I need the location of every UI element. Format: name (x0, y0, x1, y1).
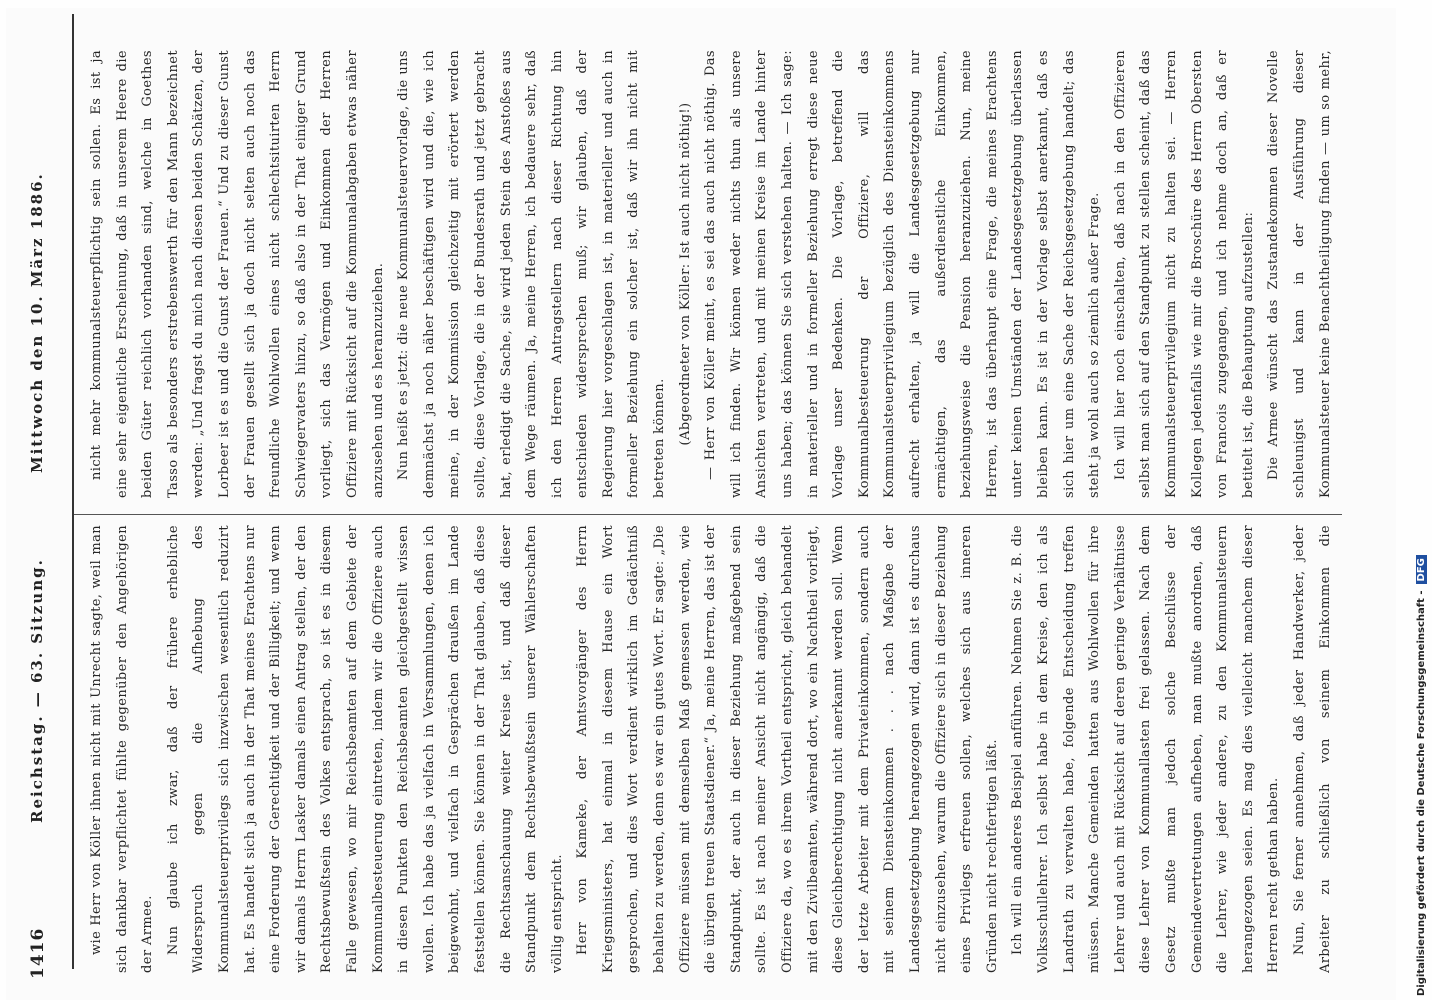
header-rule (72, 14, 74, 969)
column-divider (74, 514, 1342, 515)
paragraph: Nun, Sie ferner annehmen, daß jeder Handwerker, jeder Arbeiter zu schließlich von seinem Einkommen die (1291, 525, 1333, 973)
text-column-right (84, 50, 1339, 498)
text-column-left (84, 525, 1339, 973)
paragraph: Herr von Kameke, der Amtsvorgänger des Herrn Kriegsministers, hat einmal in diesem Hause ein Wort gesprochen, und dies Wort verdient wirklich im Gedächtniß behalten zu werden, denn es war ein gutes Wort. Er sagte: „Die Offiziere müssen mit demselben Maß gemessen werden, wie die übrigen treuen Staatsdiener.“ Ja, meine Herren, das ist der Standpunkt, der auch in dieser Beziehung maßgebend sein sollte. Es ist nach meiner Ansicht nicht angängig, daß die Offiziere da, wo es ihrem Vortheil entspricht, gleich behandelt mit den Zivilbeamten, während dort, wo ein Nachtheil vorliegt, diese Gleichberechtigung nicht anerkannt werden soll. Wenn der letzte Arbeiter mit dem Privateinkommen, sondern auch mit seinem Diensteinkommen . . . nach Maßgabe der Landesgesetzgebung herangezogen wird, dann ist es durchaus nicht einzusehen, warum die Offiziere sich in dieser Beziehung eines Privilegs erfreuen sollen, welches sich aus inneren Gründen nicht rechtfertigen läßt. (575, 525, 1000, 973)
document-page (6, 8, 1396, 1000)
header-session-title: Reichstag. — 63. Sitzung. (28, 558, 46, 823)
paragraph: Ich will hier noch einschalten, daß nach in den Offizieren selbst man sich auf den Standpunkt zu stellen scheint, daß das Kommunalsteuerprivilegium nicht zu halten sei. — Herren Kollegen jedenfalls wie mir die Broschüre des Herrn Obersten von Francois zugegangen, und ich nehme doch an, daß er betitelt ist, die Behauptung aufzustellen: (1112, 50, 1256, 498)
page-number: 1416 (28, 927, 48, 979)
quotation: Die Armee wünscht das Zustandekommen dieser Novelle schleunigst und kann in der Ausführung dieser Kommunalsteuer keine Benachtheiligung finden — um so mehr, (1266, 50, 1333, 498)
dfg-logo-badge: DFG (1416, 555, 1427, 584)
paragraph: Ich will ein anderes Beispiel anführen. Nehmen Sie z. B. die Volksschullehrer. Ich selbst habe in dem Kreise, den ich als Landrath zu verwalten habe, folgende Entscheidung treffen müssen. Manche Gemeinden hatten aus Wohlwollen für ihre Lehrer und auch mit Rücksicht auf deren geringe Verhältnisse diese Lehrer von Kommunallasten frei gelassen. Nach dem Gesetz mußte man jedoch solche Beschlüsse der Gemeindevertretungen aufheben, man mußte anordnen, daß die Lehrer, wie jeder andere, zu den Kommunalsteuern herangezogen seien. Es mag dies vielleicht manchem dieser Herren recht gethan haben. (1010, 525, 1282, 973)
paragraph: wie Herr von Köller ihnen nicht mit Unrecht sagte, weil man sich dankbar verpflichtet fühlte gegenüber den Angehörigen der Armee. (89, 525, 156, 973)
paragraph: Nun glaube ich zwar, daß der frühere erhebliche Widerspruch gegen die Aufhebung des Kommunalsteuerprivilegs sich inzwischen wesentlich reduzirt hat. Es handelt sich ja auch in der That meines Erachtens nur eine Forderung der Gerechtigkeit und der Billigkeit; und wenn wir damals Herrn Lasker damals einen Antrag stellen, der den Rechtsbewußtsein des Volkes entsprach, so ist es in diesem Falle gewesen, wo mir Reichsbeamten auf dem Gebiete der Kommunalbesteuerung eintreten, indem wir die Offiziere auch in diesen Punkten den Reichsbeamten gleichgestellt wissen wollen. Ich habe das ja vielfach in Versammlungen, denen ich beigewohnt, und vielfach in Gesprächen draußen im Lande feststellen können. Sie können in der That glauben, daß diese die Rechtsanschauung weiter Kreise ist, und daß dieser Standpunkt dem Rechtsbewußtsein unserer Wählerschaften völlig entspricht. (165, 525, 565, 973)
paragraph: Nun heißt es jetzt: die neue Kommunalsteuervorlage, die uns demnächst ja noch näher beschäftigen wird und die, wie ich meine, in der Kommission gleichzeitig mit erörtert werden sollte, diese Vorlage, die in der Bundesrath und jetzt gebracht hat, erledigt die Sache, sie wird jeden Stein des Anstoßes aus dem Wege räumen. Ja, meine Herren, ich bedauere sehr, daß ich den Herren Antragstellern nach dieser Richtung hin entschieden widersprechen muß; wir glauben, daß der Regierung hier vorgeschlagen ist, in materieller und auch in formeller Beziehung ein solcher ist, daß wir ihn nicht mit betreten können. (396, 50, 668, 498)
paragraph: — Herr von Köller meint, es sei das auch nicht nöthig. Das will ich finden. Wir können weder nichts thun als unsere Ansichten vertreten, und mit meinen Kreise im Lande hinter uns haben; das können Sie sich verstehen halten. — Ich sage: in materieller und in formeller Beziehung erregt diese neue Vorlage unser Bedenken. Die Vorlage, betreffend die Kommunalbesteuerung der Offiziere, will das Kommunalsteuerprivilegium bezüglich des Diensteinkommens aufrecht erhalten, ja will die Landesgesetzgebung nur ermächtigen, das außerdienstliche Einkommen, beziehungsweise die Pension heranzuziehen. Nun, meine Herren, ist das überhaupt eine Frage, die meines Erachtens unter keinen Umständen der Landesgesetzgebung überlassen bleiben kann. Es ist in der Vorlage selbst anerkannt, daß es sich hier um eine Sache der Reichsgesetzgebung handelt; das steht ja wohl auch so ziemlich außer Frage. (703, 50, 1103, 498)
credit-text: Digitalisierung gefördert durch die Deutsche Forschungsgemeinschaft - (1416, 590, 1427, 996)
header-date: Mittwoch den 10. März 1886. (28, 172, 46, 473)
paragraph: nicht mehr kommunalsteuerpflichtig sein sollen. Es ist ja eine sehr eigentliche Erscheinung, daß in unserem Heere die beiden Güter reichlich vorhanden sind, welche in Goethes Tasso als besonders erstrebenswerth für den Mann bezeichnet werden: „Und fragst du mich nach diesen beiden Schätzen, der Lorbeer ist es und die Gunst der Frauen.“ Und zu dieser Gunst der Frauen gesellt sich ja doch nicht selten auch noch das freundliche Wohlwollen eines nicht schlechtsituirten Herrn Schwiegervaters hinzu, so daß also in der That einiger Grund vorliegt, sich das Vermögen und Einkommen der Herren Offiziere mit Rücksicht auf die Kommunalabgaben etwas näher anzusehen und es heranzuziehen. (89, 50, 386, 498)
digitization-credit (1416, 11, 1430, 996)
interjection: (Abgeordneter von Köller: Ist auch nicht nöthig!) (677, 102, 693, 446)
page-header (6, 18, 82, 993)
